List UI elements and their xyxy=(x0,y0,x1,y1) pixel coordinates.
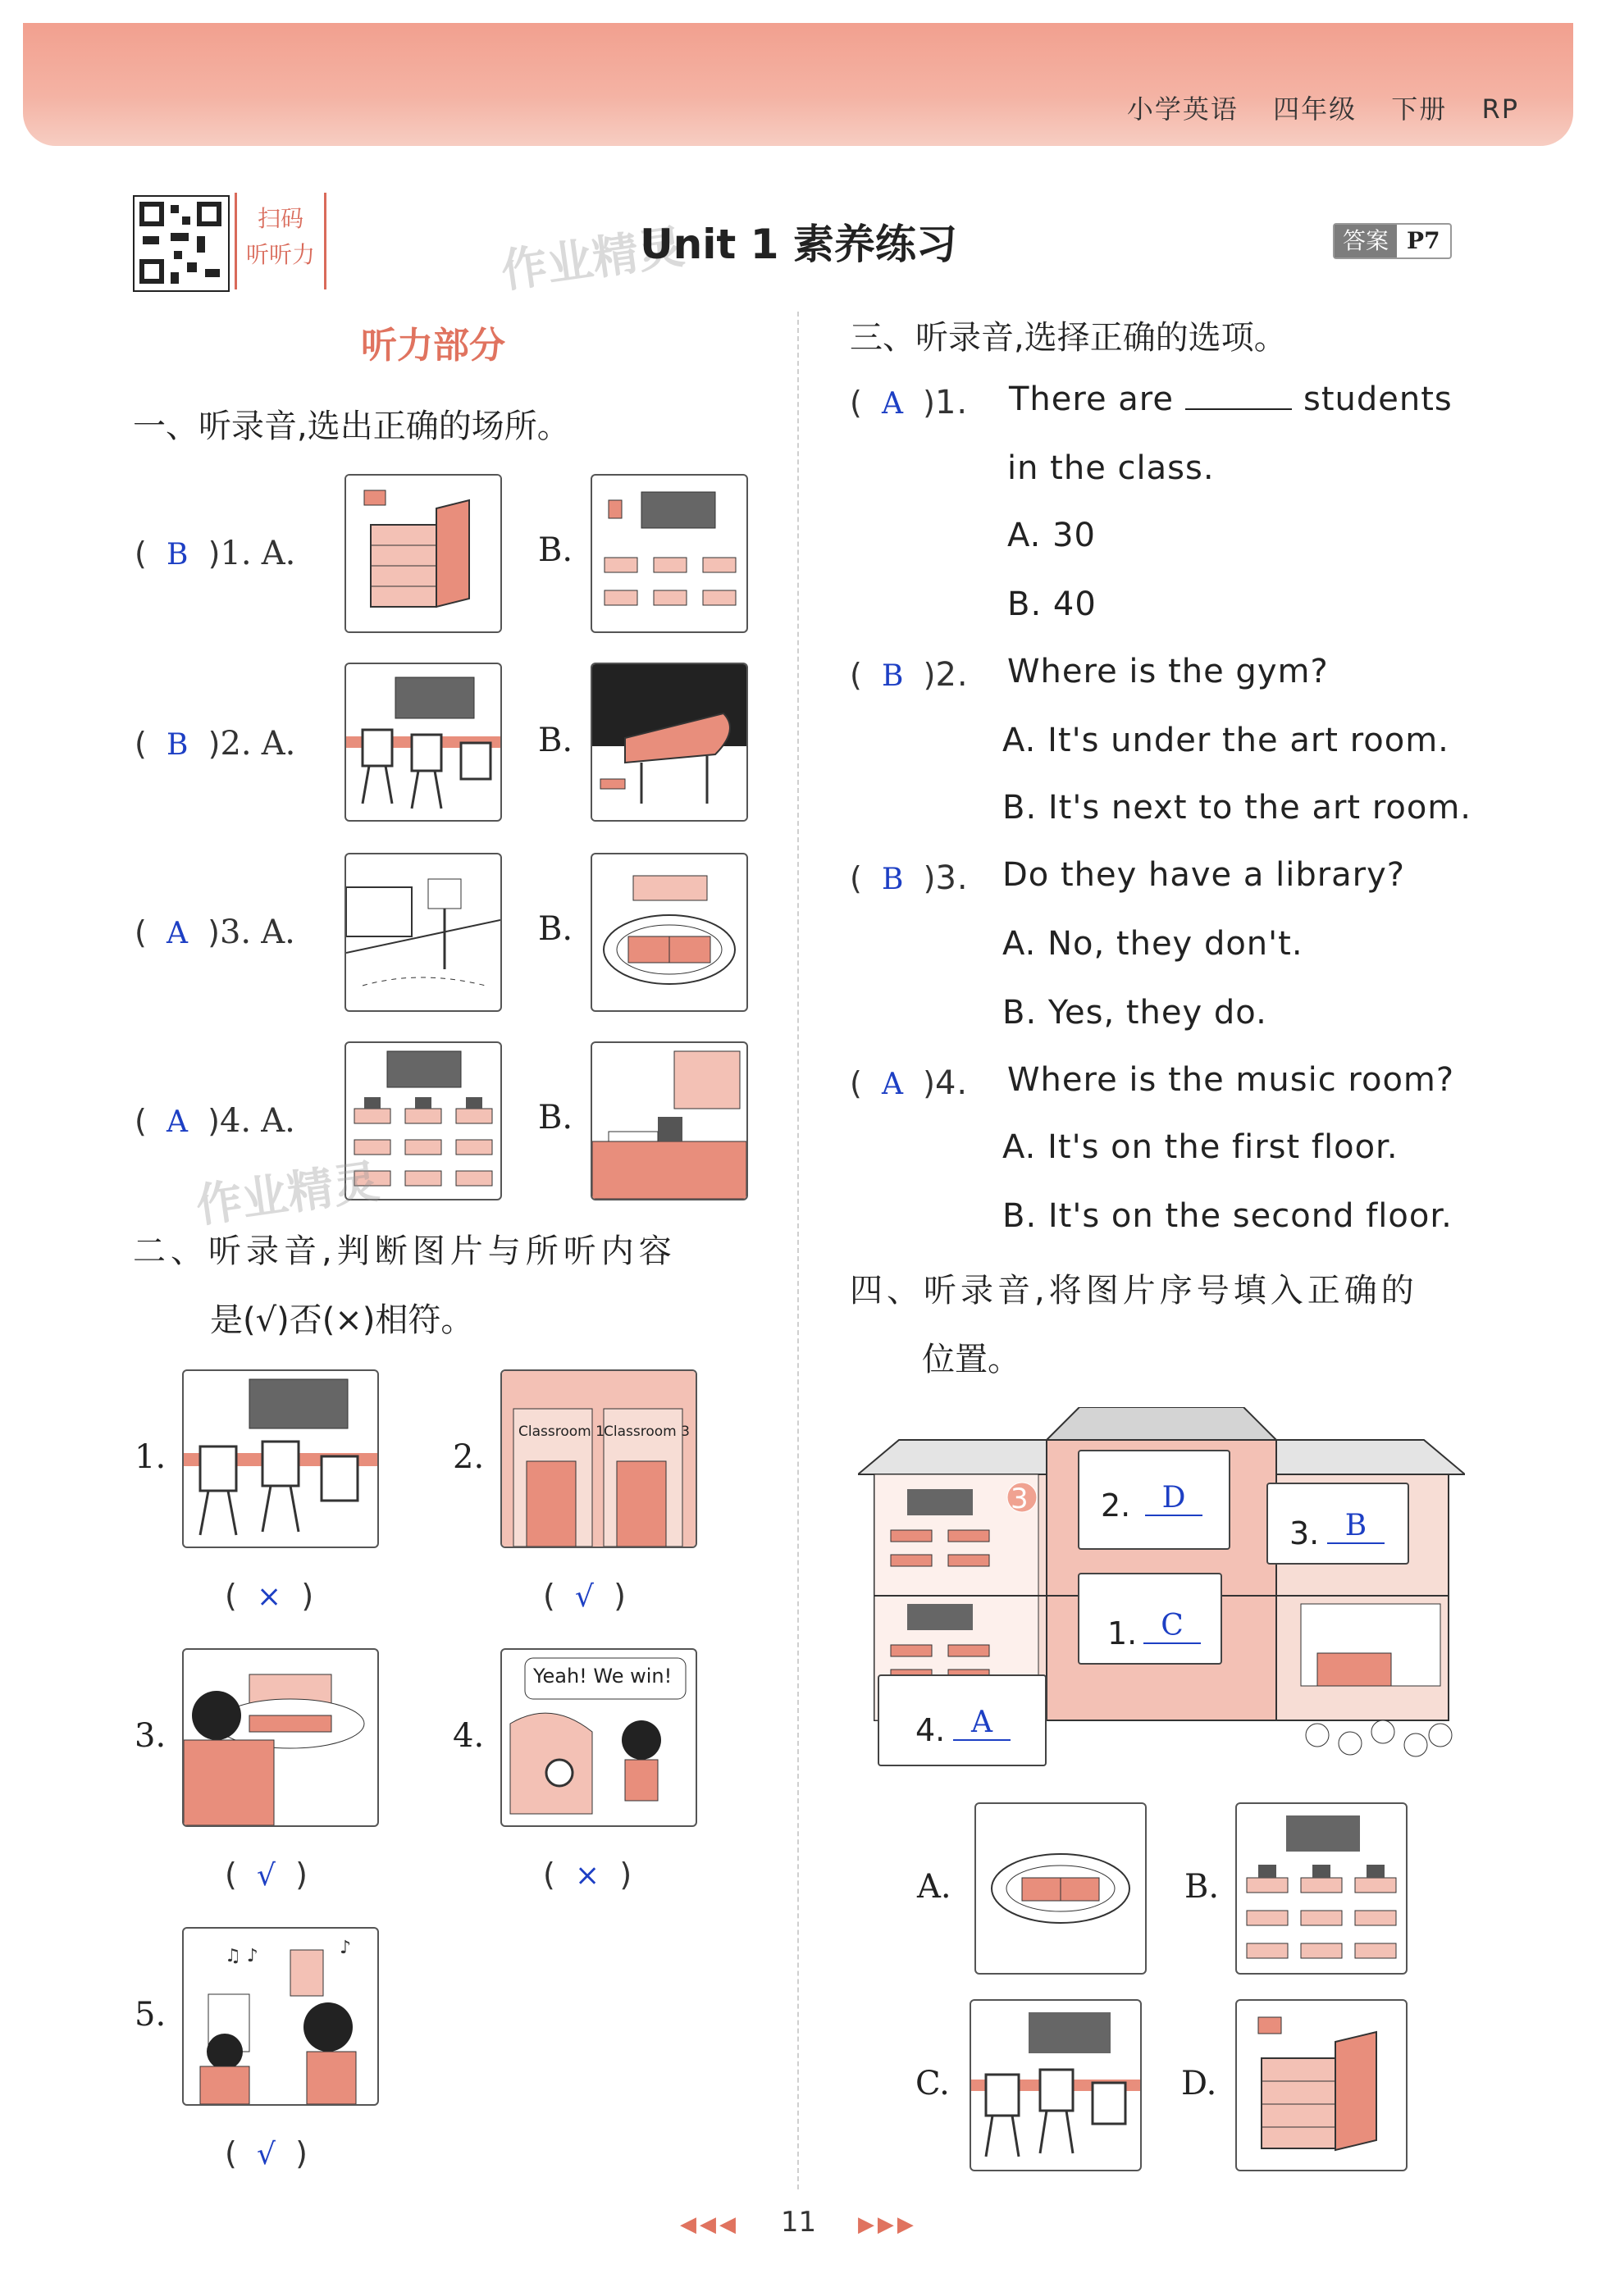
building-slot-3[interactable]: 3. B xyxy=(1266,1483,1409,1565)
classrooms-picture xyxy=(500,1369,697,1548)
grade-label: 四年级 xyxy=(1273,93,1357,125)
option: B. It's next to the art room. xyxy=(1002,789,1472,827)
option: A. It's under the art room. xyxy=(1002,722,1449,759)
header-banner xyxy=(23,23,1573,146)
part1-q2: ( B )2. A. xyxy=(135,725,296,763)
answer-page-badge[interactable]: 答案 P7 xyxy=(1333,223,1452,259)
option: A. No, they don't. xyxy=(1002,925,1303,963)
part2-mark-3: ( √ ) xyxy=(225,1856,308,1893)
part3-q1: ( A )1. xyxy=(850,384,969,421)
edition-label: RP xyxy=(1481,93,1519,125)
part2-mark-2: ( √ ) xyxy=(543,1578,626,1614)
column-divider xyxy=(797,312,799,2189)
building-slot-1[interactable]: 1. C xyxy=(1078,1573,1222,1665)
subject-label: 小学英语 xyxy=(1126,93,1239,125)
answer-mark: A xyxy=(166,917,188,950)
playground-image xyxy=(591,853,748,1012)
art-room-picture xyxy=(182,1369,379,1548)
page-number: 11 xyxy=(780,2206,817,2239)
choice-c-art-room xyxy=(970,1999,1142,2171)
option: A. It's on the first floor. xyxy=(1002,1128,1399,1166)
next-arrows-icon[interactable]: ▶▶▶ xyxy=(857,2212,917,2237)
playground-picture xyxy=(182,1648,379,1827)
part2-heading-1: 二、听录音,判断图片与所听内容 xyxy=(133,1232,677,1270)
option: A. 30 xyxy=(1007,517,1096,554)
part1-q4: ( A )4. A. xyxy=(135,1102,295,1140)
choice-b-computer-room xyxy=(1235,1802,1408,1975)
part3-heading: 三、听录音,选择正确的选项。 xyxy=(850,319,1287,357)
answer-mark: B xyxy=(166,728,189,762)
answer-mark: A xyxy=(166,1105,188,1139)
gym-image xyxy=(344,853,502,1012)
music-picture xyxy=(182,1927,379,2106)
art-room-image xyxy=(344,663,502,822)
previous-arrows-icon[interactable]: ◀◀◀ xyxy=(680,2212,740,2237)
music-room-image xyxy=(591,663,748,822)
svg-text:♫ ♪: ♫ ♪ xyxy=(225,1946,258,1966)
part1-q3: ( A )3. A. xyxy=(135,913,295,951)
room-number-marker: 3 xyxy=(1011,1483,1029,1515)
page-title: Unit 1 素养练习 xyxy=(640,221,957,268)
part2-heading-2: 是(√)否(×)相符。 xyxy=(210,1301,474,1339)
option: B. It's on the second floor. xyxy=(1002,1197,1453,1235)
watermark: 作业精灵 xyxy=(498,220,688,299)
office-image xyxy=(591,1041,748,1200)
part2-mark-5: ( √ ) xyxy=(225,2135,308,2171)
speech-bubble: Yeah! We win! xyxy=(533,1665,673,1688)
part1-heading: 一、听录音,选出正确的场所。 xyxy=(133,408,570,445)
part2-mark-4: ( × ) xyxy=(543,1856,632,1893)
choice-a-playground xyxy=(974,1802,1147,1975)
classroom-image xyxy=(591,474,748,633)
option: B. Yes, they do. xyxy=(1002,994,1267,1032)
section-title: 听力部分 xyxy=(361,325,505,367)
option: B. 40 xyxy=(1007,585,1097,623)
part2-mark-1: ( × ) xyxy=(225,1578,314,1614)
part3-q2: ( B )2. xyxy=(850,656,969,694)
part4-heading-2: 位置。 xyxy=(922,1341,1020,1378)
scan-listen-label: 扫码 听听力 xyxy=(235,193,326,289)
classroom-3-label: Classroom 3 xyxy=(604,1424,690,1440)
part1-q1: ( B )1. A. xyxy=(135,535,296,572)
volume-label: 下册 xyxy=(1391,93,1448,125)
choice-d-library xyxy=(1235,1999,1408,2171)
answer-mark: B xyxy=(166,538,189,572)
page-footer xyxy=(0,2206,1597,2239)
building-slot-4[interactable]: 4. A xyxy=(878,1674,1047,1766)
watermark: 作业精灵 xyxy=(193,1155,383,1234)
svg-text:♪: ♪ xyxy=(340,1938,352,1958)
part3-q3: ( B )3. xyxy=(850,859,969,897)
part3-q4: ( A )4. xyxy=(850,1064,969,1102)
book-info xyxy=(1102,89,1519,126)
building-slot-2[interactable]: 2. D xyxy=(1078,1450,1230,1550)
library-image xyxy=(344,474,502,633)
part4-heading-1: 四、听录音,将图片序号填入正确的 xyxy=(850,1272,1418,1310)
classroom-1-label: Classroom 1 xyxy=(518,1424,605,1440)
